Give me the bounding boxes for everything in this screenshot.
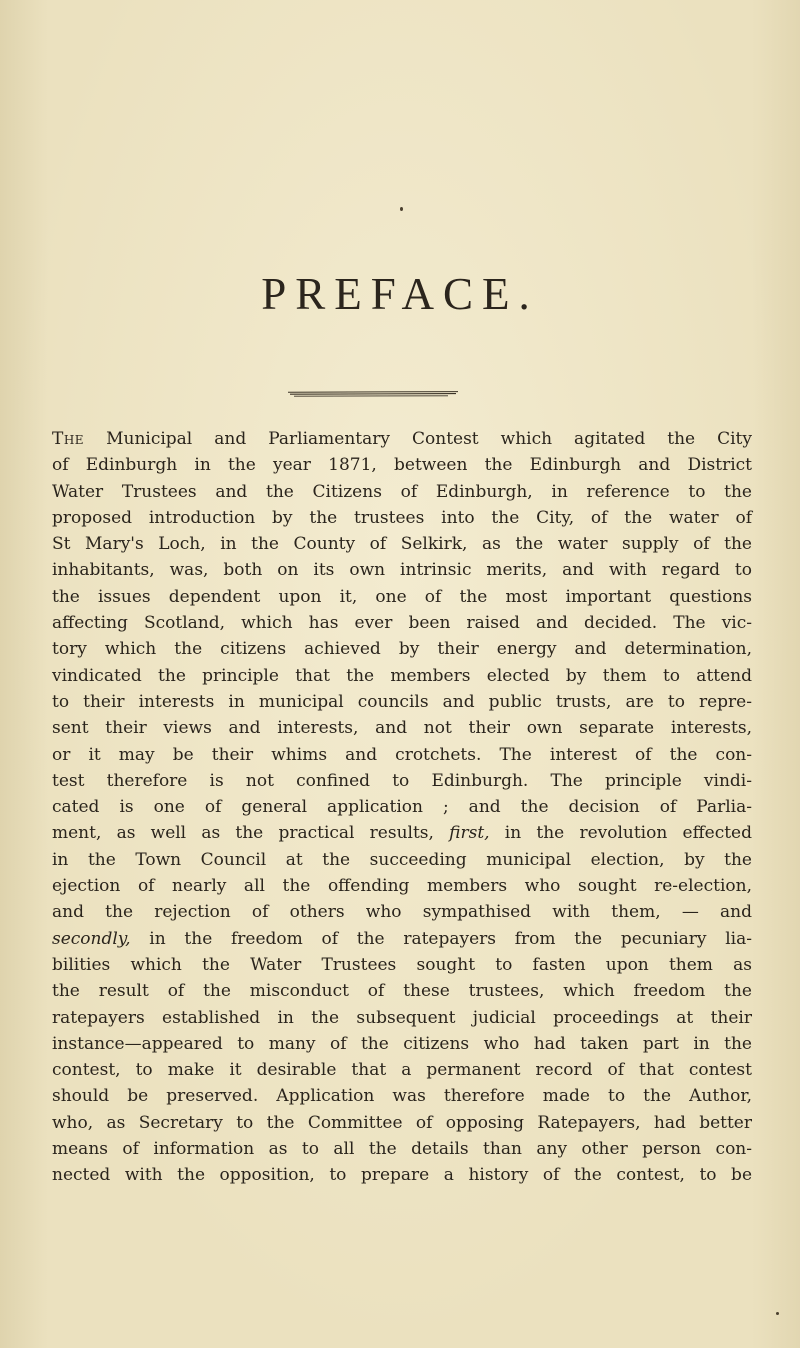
- lead-word: The: [52, 429, 85, 449]
- text-line: ratepayers established in the subsequent judicial proceedings at their: [52, 1007, 752, 1028]
- paper-speck: [776, 1312, 779, 1315]
- text-line: The Municipal and Parliamentary Contest which agitated the City: [52, 429, 752, 449]
- text-line: ejection of nearly all the offending members who sought re-election,: [52, 876, 752, 897]
- text-line: inhabitants, was, both on its own intrinsic merits, and with regard to: [52, 560, 752, 581]
- text-line: cated is one of general application ; and the decision of Parlia-: [52, 797, 752, 818]
- page-heading: PREFACE.: [261, 269, 539, 319]
- text-line: of Edinburgh in the year 1871, between the Edinburgh and District: [52, 455, 752, 476]
- text-line: and the rejection of others who sympathised with them, — and: [52, 902, 752, 923]
- text-line: affecting Scotland, which has ever been raised and decided. The vic-: [52, 613, 752, 634]
- text-line: sent their views and interests, and not their own separate interests,: [52, 718, 752, 739]
- text-line: or it may be their whims and crotchets. The interest of the con-: [52, 744, 752, 765]
- text-line: to their interests in municipal councils and public trusts, are to repre-: [52, 691, 752, 712]
- text-line: secondly, in the freedom of the ratepayers from the pecuniary lia-: [52, 928, 752, 949]
- text-line: tory which the citizens achieved by their energy and determination,: [52, 639, 752, 660]
- double-rule-graphic: [288, 391, 458, 397]
- text-line: who, as Secretary to the Committee of opposing Ratepayers, had better: [52, 1112, 752, 1133]
- text-line: should be preserved. Application was therefore made to the Author,: [52, 1086, 752, 1107]
- text-line: ment, as well as the practical results, first, in the revolution effected: [52, 823, 753, 844]
- italic-first: first,: [449, 823, 490, 844]
- heading-rule: [288, 391, 458, 397]
- text-line: in the Town Council at the succeeding municipal election, by the: [52, 849, 752, 870]
- text-line: means of information as to all the details than any other person con-: [52, 1139, 752, 1160]
- text-line: instance—appeared to many of the citizens who had taken part in the: [52, 1033, 752, 1054]
- text-line: Water Trustees and the Citizens of Edinburgh, in reference to the: [52, 481, 752, 502]
- text-line: the result of the misconduct of these trustees, which freedom the: [52, 981, 752, 1002]
- text-line: contest, to make it desirable that a permanent record of that contest: [52, 1060, 752, 1081]
- text-line: bilities which the Water Trustees sought to fasten upon them as: [52, 954, 752, 975]
- text-line: vindicated the principle that the members elected by them to attend: [52, 665, 752, 686]
- text-line: nected with the opposition, to prepare a history of the contest, to be: [52, 1165, 752, 1186]
- paper-speck: [400, 207, 403, 211]
- italic-secondly: secondly,: [52, 928, 131, 949]
- text-line: test therefore is not confined to Edinburgh. The principle vindi-: [52, 770, 752, 791]
- preface-paragraph: [52, 426, 752, 1189]
- text-line: St Mary's Loch, in the County of Selkirk, as the water supply of the: [52, 534, 752, 555]
- text-line: proposed introduction by the trustees into the City, of the water of: [52, 507, 752, 528]
- text-line: the issues dependent upon it, one of the most important questions: [52, 586, 752, 607]
